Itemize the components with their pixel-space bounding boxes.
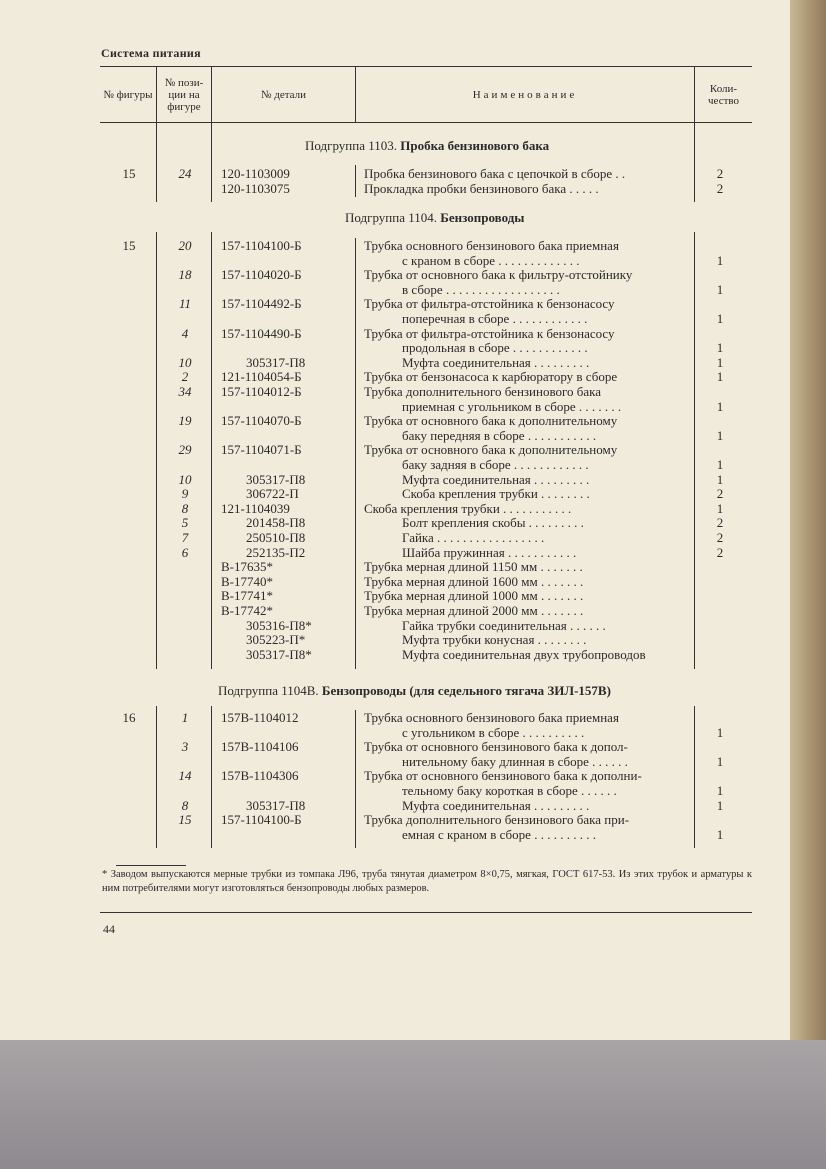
part-number: 157-1104020-Б — [221, 267, 302, 283]
part-name: баку передняя в сборе . . . . . . . . . . . — [402, 427, 597, 443]
quantity: 2 — [716, 530, 724, 545]
col-rule-2-body — [211, 122, 212, 162]
part-number: 157-1104071-Б — [221, 442, 302, 458]
part-number: 306722-П — [246, 486, 299, 502]
table-row — [100, 254, 752, 268]
part-name: приемная с угольником в сборе . . . . . . . — [402, 398, 622, 414]
table-row — [100, 769, 752, 783]
table-row — [100, 711, 752, 725]
quantity: 1 — [716, 724, 724, 740]
part-number: 201458-П8 — [246, 515, 306, 531]
group-heading-prefix: Подгруппа 1104В. — [218, 683, 319, 698]
part-name: Скоба крепления трубки . . . . . . . . — [402, 486, 590, 502]
quantity: 2 — [716, 544, 724, 560]
quantity: 1 — [716, 340, 724, 356]
position-number: 24 — [178, 166, 192, 181]
part-number: В-17741* — [221, 588, 273, 604]
position-number: 1 — [181, 710, 189, 725]
quantity: 1 — [716, 252, 724, 268]
table-row — [100, 167, 752, 181]
position-number: 29 — [178, 442, 192, 458]
table-row — [100, 648, 752, 662]
table-row — [100, 385, 752, 399]
table-row — [100, 268, 752, 282]
page-number: 44 — [103, 922, 115, 936]
part-name: Прокладка пробки бензинового бака . . . . . — [364, 180, 599, 196]
part-number: 121-1104054-Б — [221, 369, 302, 385]
part-name: Трубка дополнительного бензинового бака — [364, 384, 602, 399]
col-header-position: № пози-ции на фигуре — [164, 77, 204, 113]
part-name: Трубка мерная длиной 1000 мм . . . . . . . — [364, 588, 584, 604]
position-number: 10 — [178, 471, 192, 487]
part-name: Трубка мерная длиной 2000 мм . . . . . . . — [364, 603, 584, 618]
part-name: Трубка от фильтра-отстойника к бензонасосу — [364, 325, 615, 341]
part-number: 305317-П8 — [246, 471, 306, 487]
part-name: Трубка основного бензинового бака приемная — [364, 238, 619, 253]
table-row — [100, 813, 752, 827]
part-number: 157-1104490-Б — [221, 325, 302, 341]
part-name: поперечная в сборе . . . . . . . . . . . . — [402, 311, 588, 326]
quantity: 1 — [716, 500, 724, 516]
position-number: 7 — [181, 530, 189, 545]
part-name: Муфта соединительная . . . . . . . . . — [402, 471, 590, 487]
part-name: Трубка дополнительного бензинового бака при- — [364, 812, 630, 828]
part-number: В-17742* — [221, 603, 273, 618]
part-name: нительному баку длинная в сборе . . . . . . — [402, 753, 628, 769]
col-header-figure: № фигуры — [103, 89, 153, 101]
part-name: Шайба пружинная . . . . . . . . . . . — [402, 544, 577, 560]
position-number: 15 — [178, 812, 192, 828]
table-row — [100, 531, 752, 545]
part-number: 157В-1104012 — [221, 710, 299, 725]
position-number: 34 — [178, 384, 192, 399]
part-name: продольная в сборе . . . . . . . . . . . . — [402, 340, 588, 356]
position-number: 10 — [178, 354, 192, 370]
part-name: Пробка бензинового бака с цепочкой в сборе . . — [364, 166, 626, 181]
table-row — [100, 487, 752, 501]
section-title: Система питания — [101, 46, 201, 60]
group-heading-prefix: Подгруппа 1103. — [305, 138, 397, 153]
scanner-background — [0, 1040, 826, 1169]
col-rule-4-body — [694, 122, 695, 162]
col-header-part-number: № детали — [260, 89, 307, 101]
part-number: 157В-1104106 — [221, 739, 299, 755]
col-rule-3 — [355, 67, 356, 122]
group-heading — [345, 210, 524, 226]
group-heading — [218, 683, 611, 699]
quantity: 1 — [716, 457, 724, 472]
part-name: с угольником в сборе . . . . . . . . . . — [402, 724, 585, 740]
part-name: Трубка от основного бака к дополнительному — [364, 413, 618, 429]
quantity: 2 — [716, 515, 724, 531]
part-number: В-17740* — [221, 573, 273, 589]
part-number: 157-1104100-Б — [221, 238, 302, 253]
position-number: 4 — [181, 325, 189, 341]
position-number: 18 — [178, 267, 192, 283]
footnote: * Заводом выпускаются мерные трубки из томпака Л96, труба тянутая диаметром 8×0,75, мягкая, ГОСТ 617-53. Из этих трубок и арматуры к ним потребителями могут изготовляться бензопроводы любых размеров. — [102, 869, 752, 894]
table-row — [100, 473, 752, 487]
table-row — [100, 182, 752, 196]
part-name: Трубка мерная длиной 1600 мм . . . . . . . — [364, 573, 584, 589]
part-number: 305317-П8 — [246, 354, 306, 370]
position-number: 8 — [181, 500, 189, 516]
table-row — [100, 633, 752, 647]
quantity: 1 — [716, 753, 724, 769]
part-number: 157-1104100-Б — [221, 812, 302, 828]
part-name: Трубка от основного бензинового бака к допол- — [364, 739, 628, 755]
position-number: 9 — [181, 486, 189, 502]
part-name: Трубка от бензонасоса к карбюратору в сборе — [364, 369, 618, 385]
quantity: 1 — [716, 471, 724, 487]
table-row — [100, 546, 752, 560]
part-name: в сборе . . . . . . . . . . . . . . . . . . — [402, 281, 560, 297]
table-row — [100, 297, 752, 311]
position-number: 6 — [181, 544, 189, 560]
group-heading-bold: Бензопроводы — [440, 210, 525, 225]
part-number: 157-1104070-Б — [221, 413, 302, 429]
quantity: 1 — [716, 398, 724, 414]
position-number: 3 — [181, 739, 189, 755]
part-name: Гайка . . . . . . . . . . . . . . . . . — [402, 530, 545, 545]
part-name: Трубка от основного бензинового бака к дополни- — [364, 768, 642, 784]
quantity: 1 — [716, 311, 724, 326]
quantity: 2 — [716, 486, 724, 502]
table-row — [100, 726, 752, 740]
quantity: 1 — [716, 427, 724, 443]
table-row — [100, 283, 752, 297]
table-row — [100, 619, 752, 633]
part-name: Муфта соединительная . . . . . . . . . — [402, 797, 590, 813]
position-number: 19 — [178, 413, 192, 429]
table-row — [100, 604, 752, 618]
col-rule-1 — [156, 67, 157, 122]
part-name: Гайка трубки соединительная . . . . . . — [402, 617, 606, 633]
header-separator — [100, 122, 752, 123]
table-row — [100, 429, 752, 443]
figure-number: 15 — [122, 238, 136, 253]
table-row — [100, 458, 752, 472]
position-number: 8 — [181, 797, 189, 813]
group-heading — [305, 138, 549, 154]
part-name: Муфта соединительная двух трубопроводов — [402, 646, 646, 662]
table-row — [100, 400, 752, 414]
table-row — [100, 755, 752, 769]
table-row — [100, 560, 752, 574]
part-name: тельному баку короткая в сборе . . . . . . — [402, 783, 617, 798]
quantity: 2 — [716, 180, 724, 196]
position-number: 11 — [178, 296, 192, 312]
position-number: 2 — [181, 369, 189, 385]
table-row — [100, 799, 752, 813]
part-number: 305317-П8* — [246, 646, 312, 662]
quantity: 1 — [716, 826, 724, 842]
quantity: 1 — [716, 783, 724, 798]
table-row — [100, 784, 752, 798]
part-name: Трубка от основного бака к фильтру-отстойнику — [364, 267, 633, 283]
quantity: 2 — [716, 166, 724, 181]
table-row — [100, 589, 752, 603]
table-row — [100, 356, 752, 370]
part-number: 305317-П8 — [246, 797, 306, 813]
table-row — [100, 740, 752, 754]
part-name: Трубка от основного бака к дополнительному — [364, 442, 618, 458]
position-number: 5 — [181, 515, 189, 531]
table-row — [100, 502, 752, 516]
part-number: 305316-П8* — [246, 617, 312, 633]
group-heading-prefix: Подгруппа 1104. — [345, 210, 437, 225]
table-row — [100, 443, 752, 457]
table-row — [100, 575, 752, 589]
col-rule-1-body — [156, 122, 157, 162]
part-number: 157-1104012-Б — [221, 384, 302, 399]
part-name: баку задняя в сборе . . . . . . . . . . . . — [402, 457, 589, 472]
col-rule-2 — [211, 67, 212, 122]
col-rule-4 — [694, 67, 695, 122]
part-name: с краном в сборе . . . . . . . . . . . . . — [402, 252, 580, 268]
table-row — [100, 327, 752, 341]
col-header-name: Наименование — [472, 89, 578, 101]
table-row — [100, 312, 752, 326]
part-number: 157-1104492-Б — [221, 296, 302, 312]
quantity: 1 — [716, 797, 724, 813]
quantity: 1 — [716, 354, 724, 370]
quantity: 1 — [716, 369, 724, 385]
figure-number: 15 — [122, 166, 136, 181]
part-number: 120-1103009 — [221, 166, 290, 181]
part-number: В-17635* — [221, 559, 273, 575]
part-number: 120-1103075 — [221, 180, 290, 196]
part-name: Трубка мерная длиной 1150 мм . . . . . . . — [364, 559, 583, 575]
table-row — [100, 828, 752, 842]
figure-number: 16 — [122, 710, 136, 725]
quantity: 1 — [716, 281, 724, 297]
table-row — [100, 370, 752, 384]
position-number: 14 — [178, 768, 192, 784]
footnote-rule — [116, 865, 186, 866]
group-heading-bold: Бензопроводы (для седельного тягача ЗИЛ-157В) — [321, 683, 611, 698]
part-name: Трубка основного бензинового бака приемная — [364, 710, 619, 725]
part-name: Муфта соединительная . . . . . . . . . — [402, 354, 590, 370]
book-spine-edge — [790, 0, 826, 1040]
part-name: Болт крепления скобы . . . . . . . . . — [402, 515, 584, 531]
table-row — [100, 239, 752, 253]
part-number: 157В-1104306 — [221, 768, 299, 784]
part-number: 121-1104039 — [221, 500, 290, 516]
col-header-quantity: Коли-чество — [708, 83, 739, 107]
group-heading-bold: Пробка бензинового бака — [400, 138, 550, 153]
part-name: Муфта трубки конусная . . . . . . . . — [402, 632, 587, 648]
table-row — [100, 516, 752, 530]
part-name: Скоба крепления трубки . . . . . . . . . . . — [364, 500, 572, 516]
table-row — [100, 341, 752, 355]
part-number: 305223-П* — [246, 632, 306, 648]
part-number: 252135-П2 — [246, 544, 306, 560]
table-row — [100, 414, 752, 428]
part-number: 250510-П8 — [246, 530, 306, 545]
part-name: емная с краном в сборе . . . . . . . . . . — [402, 826, 596, 842]
position-number: 20 — [178, 238, 192, 253]
part-name: Трубка от фильтра-отстойника к бензонасосу — [364, 296, 615, 312]
